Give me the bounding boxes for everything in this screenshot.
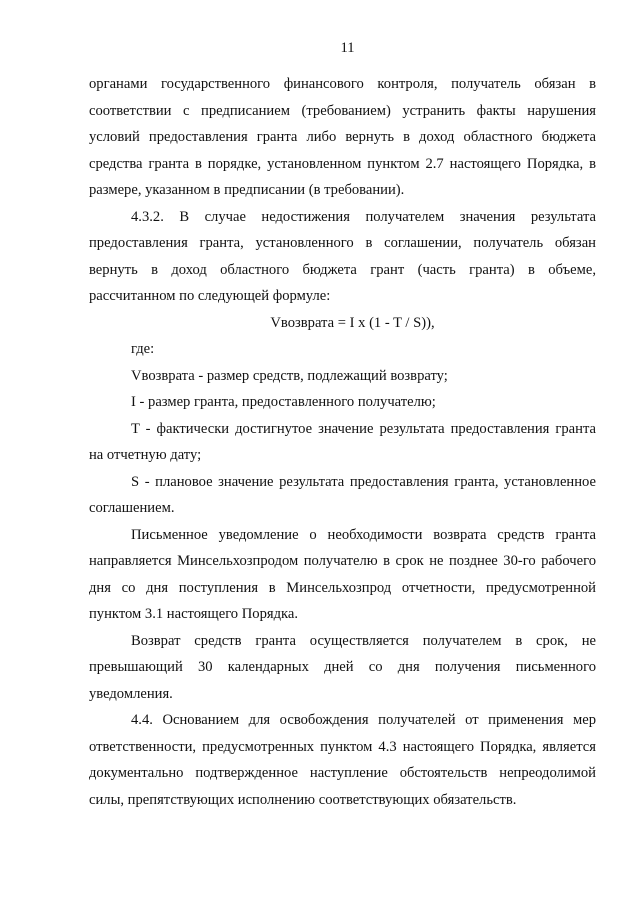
paragraph-refund-term: Возврат средств гранта осуществляется получателем в срок, не превышающий 30 календарных дней со дня получения письменного уведомления. [89, 632, 596, 702]
refund-formula: Vвозврата = I x (1 - T / S)), [270, 314, 435, 331]
definition-i-grant: I - размер гранта, предоставленного получателю; [131, 394, 436, 410]
page-number: 11 [340, 40, 355, 56]
paragraph-4-4: 4.4. Основанием для освобождения получателей от применения мер ответственности, предусмотренных пунктом 4.3 настоящего Порядка, является документально подтвержденное наступление обстоятельств непреодолимой силы, препятствующих исполнению соответствующих обязательств. [89, 712, 596, 808]
definition-t-actual: T - фактически достигнутое значение результата предоставления гранта на отчетную дату; [89, 420, 596, 463]
paragraph-4-3-2: 4.3.2. В случае недостижения получателем значения результата предоставления гранта, установленного в соглашении, получатель обязан вернуть в доход областного бюджета грант (часть гранта) в объеме, рассчитанном по следующей формуле: [89, 208, 596, 304]
definition-v-refund: Vвозврата - размер средств, подлежащий возврату; [131, 367, 448, 384]
definition-s-planned: S - плановое значение результата предоставления гранта, установленное соглашением. [89, 473, 596, 516]
paragraph-written-notice: Письменное уведомление о необходимости возврата средств гранта направляется Минсельхозпродом получателю в срок не позднее 30-го рабочего дня со дня поступления в Минсельхозпрод отчетности, предусмотренной пунктом 3.1 настоящего Порядка. [89, 526, 596, 622]
paragraph-continuation: органами государственного финансового контроля, получатель обязан в соответствии с предписанием (требованием) устранить факты нарушения условий предоставления гранта либо вернуть в доход областного бюджета средства гранта в порядке, установленном пунктом 2.7 настоящего Порядка, в размере, указанном в предписании (в требовании). [89, 76, 596, 198]
formula-where-label: где: [131, 341, 155, 357]
